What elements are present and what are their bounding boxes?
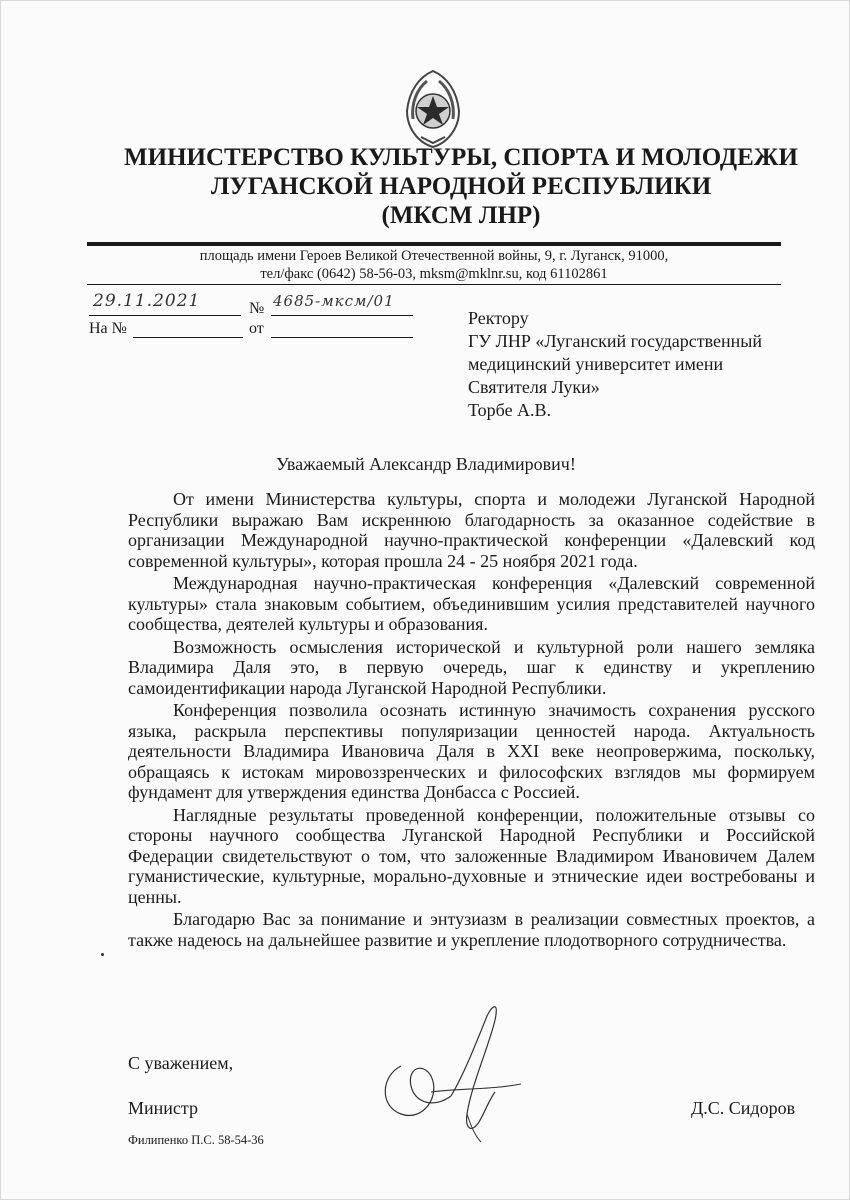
reply-date-line xyxy=(271,319,413,338)
lnr-coat-of-arms-icon xyxy=(399,67,467,149)
paragraph: Возможность осмысления исторической и культурной роли нашего земляка Владимира Даля это, в первую очередь, шаг к единству и укреплению самоидентификации народа Луганской Народной Республики. xyxy=(128,636,815,698)
ministry-line-3: (МКСМ ЛНР) xyxy=(381,202,541,229)
paragraph: От имени Министерства культуры, спорта и молодежи Луганской Народной Республики выражаю Вам искреннюю благодарность за оказанное содействие в организации Международной научно-практической конференции «Далевский код современной культуры», которая прошла 24 - 25 ноября 2021 года. xyxy=(128,489,815,571)
scan-speck xyxy=(101,953,104,956)
ministry-name xyxy=(61,143,850,230)
reply-to-label: На № xyxy=(89,320,127,337)
paragraph: Международная научно-практическая конференция «Далевский современной культуры» стала знаковым событием, объединившим усилия представителей научного сообщества, деятелей культуры и образования. xyxy=(128,573,815,634)
addressee-block xyxy=(468,307,828,422)
salutation: Уважаемый Александр Владимирович! xyxy=(276,454,576,474)
closing-phrase: С уважением, xyxy=(128,1053,234,1073)
signatory-name: Д.С. Сидоров xyxy=(691,1098,796,1118)
paragraph: Благодарю Вас за понимание и энтузиазм в реализации совместных проектов, а также надеюсь на дальнейшее развитие и укрепление плодотворного сотрудничества. xyxy=(128,909,815,950)
outgoing-number: 4685-мксм/01 xyxy=(273,292,395,310)
addressee-line-2: ГУ ЛНР «Луганский государственный xyxy=(468,331,763,351)
executor-contact: Филипенко П.С. 58-54-36 xyxy=(128,1133,264,1147)
ministry-line-1: МИНИСТЕРСТВО КУЛЬТУРЫ, СПОРТА И МОЛОДЕЖИ xyxy=(124,144,798,171)
address-line-1: площадь имени Героев Великой Отечественной войны, 9, г. Луганск, 91000, xyxy=(199,248,669,264)
addressee-line-4: Святителя Луки» xyxy=(468,377,600,397)
header-divider-thin xyxy=(87,284,781,285)
letter-body xyxy=(128,489,815,952)
paragraph: Конференция позволила осознать истинную значимость сохранения русского языка, раскрыла перспективы популяризации ценностей народа. Актуальность деятельности Владимира Ивановича Даля в XXI веке неопровержима, поскольку, обращаясь к истокам мировоззренческих и философских взглядов мы формируем фундамент для утверждения единства Донбасса с Россией. xyxy=(128,700,815,802)
addressee-line-5: Торбе А.В. xyxy=(468,400,552,420)
from-label: от xyxy=(249,320,264,337)
paragraph: Наглядные результаты проведенной конференции, положительные отзывы со стороны научного сообщества Луганской Народной Республики и Российской Федерации свидетельствуют о том, что заложенные Владимиром Ивановичем Далем гуманистические, культурные, морально-духовные и этнические идеи востребованы и ценны. xyxy=(128,804,815,907)
ministry-line-2: ЛУГАНСКОЙ НАРОДНОЙ РЕСПУБЛИКИ xyxy=(210,173,712,200)
number-label: № xyxy=(249,300,265,317)
registration-block xyxy=(89,291,419,347)
signature-icon xyxy=(371,996,531,1146)
outgoing-date: 29.11.2021 xyxy=(93,291,201,311)
addressee-line-1: Ректору xyxy=(468,308,529,328)
addressee-line-3: медицинский университет имени xyxy=(468,354,724,374)
ministry-address xyxy=(87,247,781,283)
address-line-2: тел/факс (0642) 58-56-03, mksm@mklnr.su, код 61102861 xyxy=(260,266,608,282)
signatory-position: Министр xyxy=(128,1098,198,1118)
reply-number-line xyxy=(133,319,243,338)
header-divider-thick xyxy=(87,242,781,246)
